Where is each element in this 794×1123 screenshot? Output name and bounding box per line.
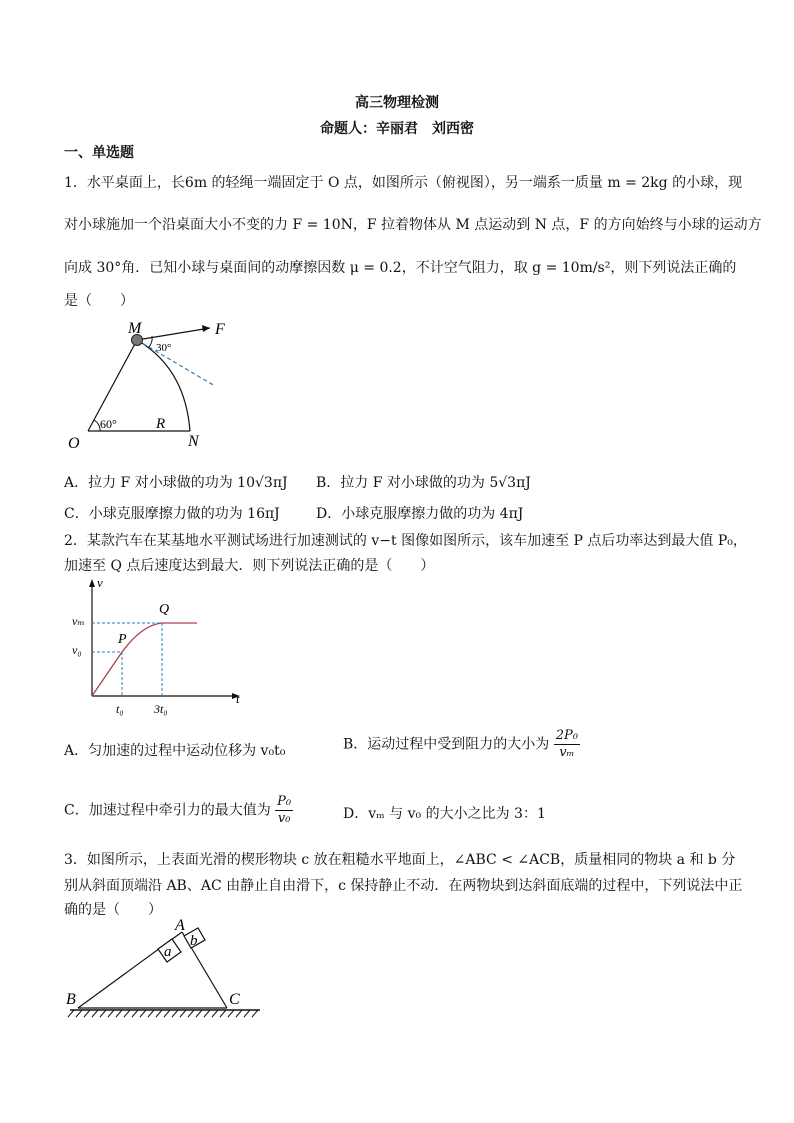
q2-option-c	[64, 794, 293, 827]
label-B: B	[66, 991, 76, 1008]
label-t0: t₀	[116, 702, 124, 716]
q2-option-c-text: C．加速过程中牵引力的最大值为	[64, 802, 271, 819]
label-A: A	[175, 918, 185, 934]
authors-line: 命题人：辛丽君 刘西密	[320, 121, 474, 137]
q2-line-2: 加速至 Q 点后速度达到最大．则下列说法正确的是（ ）	[64, 558, 435, 574]
q3-line-3: 确的是（ ）	[64, 902, 162, 918]
label-O: O	[68, 435, 80, 452]
q1-line-2: 对小球施加一个沿桌面大小不变的力 F = 10N，F 拉着物体从 M 点运动到 N 点，F 的方向始终与小球的运动方	[64, 217, 762, 233]
label-b: b	[190, 933, 198, 949]
page-title: 高三物理检测	[355, 95, 439, 111]
q2-option-b	[343, 728, 580, 761]
q2-line-1: 2．某款汽车在某基地水平测试场进行加速测试的 v−t 图像如图所示，该车加速至 P 点后功率达到最大值 P₀，	[64, 533, 747, 549]
q2-option-b-text: B．运动过程中受到阻力的大小为	[343, 736, 550, 753]
label-angle-60: 60°	[100, 417, 117, 431]
vt-curve	[92, 623, 197, 696]
label-angle-30: 30°	[156, 342, 172, 354]
q1-option-a: A．拉力 F 对小球做的功为 10√3πJ	[64, 475, 288, 491]
q2-option-c-denominator: v₀	[277, 811, 291, 826]
ground-hatching	[68, 1010, 258, 1017]
q1-line-3: 向成 30°角．已知小球与桌面间的动摩擦因数 μ = 0.2，不计空气阻力，取 g = 10m/s²，则下列说法正确的	[64, 260, 737, 276]
q3-wedge-figure	[64, 918, 269, 1026]
label-v0: v₀	[72, 643, 82, 657]
label-C: C	[229, 991, 240, 1008]
q1-option-b: B．拉力 F 对小球做的功为 5√3πJ	[316, 475, 531, 491]
q1-line-1: 1．水平桌面上，长6m 的轻绳一端固定于 O 点，如图所示（俯视图），另一端系一质量 m = 2kg 的小球，现	[64, 175, 743, 191]
label-a: a	[164, 944, 172, 960]
v-axis-arrow	[89, 579, 95, 587]
q2-option-d: D．vₘ 与 v₀ 的大小之比为 3：1	[343, 806, 546, 822]
label-N: N	[188, 433, 199, 450]
label-t: t	[236, 691, 240, 706]
label-R: R	[156, 416, 166, 432]
q1-line-4: 是（ ）	[64, 293, 134, 309]
q1-option-d: D．小球克服摩擦力做的功为 4πJ	[316, 506, 524, 522]
q3-line-1: 3．如图所示，上表面光滑的楔形物块 c 放在粗糙水平地面上，∠ABC < ∠ACB，质量相同的物块 a 和 b 分	[64, 852, 736, 868]
label-Q: Q	[159, 602, 170, 617]
force-arrowhead	[202, 325, 210, 332]
q3-line-2: 别从斜面顶端沿 AB、AC 由静止自由滑下，c 保持静止不动．在两物块到达斜面底端的过程中，下列说法中正	[64, 878, 743, 894]
label-P: P	[118, 632, 127, 647]
q2-option-a: A．匀加速的过程中运动位移为 v₀t₀	[64, 743, 286, 759]
q2-option-b-denominator: vₘ	[559, 745, 575, 760]
label-v: v	[97, 575, 103, 590]
q2-option-b-numerator: 2P₀	[555, 728, 578, 743]
label-M: M	[128, 320, 142, 337]
q2-option-c-fraction	[275, 794, 293, 827]
q2-option-b-fraction	[554, 728, 580, 761]
label-F: F	[215, 321, 225, 338]
q2-option-c-numerator: P₀	[277, 794, 292, 809]
label-3t0: 3t₀	[154, 702, 168, 716]
label-vm: vₘ	[72, 614, 85, 628]
force-arrow	[137, 328, 210, 340]
q1-figure	[60, 318, 260, 453]
section-heading: 一、单选题	[64, 145, 134, 161]
q2-vt-graph	[64, 575, 254, 720]
q1-option-c: C．小球克服摩擦力做的功为 16πJ	[64, 506, 280, 522]
